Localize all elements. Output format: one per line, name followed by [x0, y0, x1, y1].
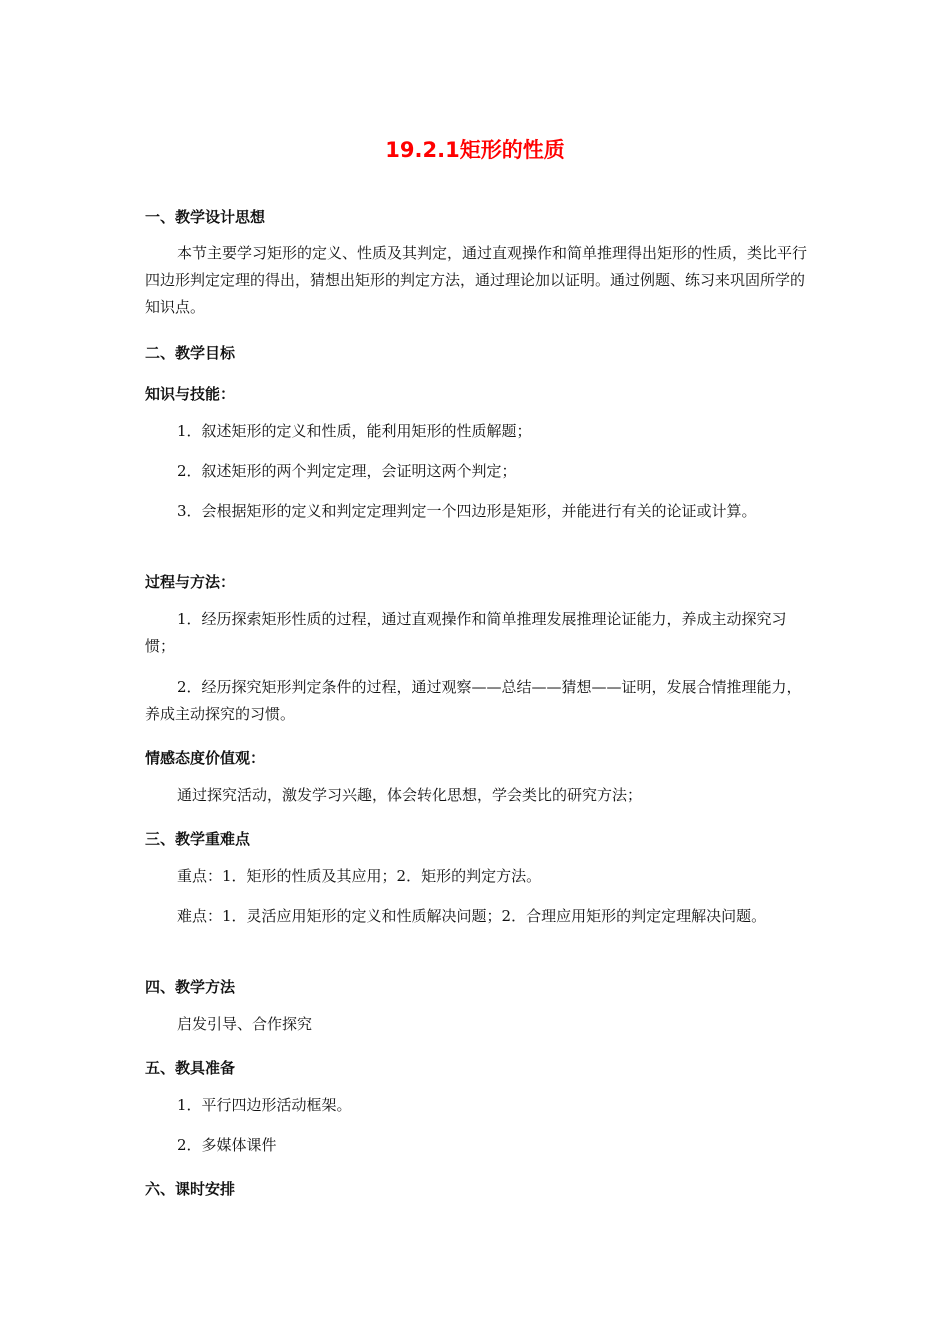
section-heading-goals: 二、教学目标 [145, 344, 236, 362]
paragraph-key: 重点：1．矩形的性质及其应用；2．矩形的判定方法。 [177, 867, 542, 885]
paragraph-emotion: 通过探究活动，激发学习兴趣，体会转化思想，学会类比的研究方法； [177, 786, 643, 804]
paragraph-difficult: 难点：1．灵活应用矩形的定义和性质解决问题；2．合理应用矩形的判定定理解决问题。 [177, 907, 767, 925]
subheading-emotion: 情感态度价值观： [145, 749, 266, 767]
list-item: 2．叙述矩形的两个判定定理，会证明这两个判定； [177, 462, 517, 480]
section-heading-methods: 四、教学方法 [145, 978, 236, 996]
list-item: 1．叙述矩形的定义和性质，能利用矩形的性质解题； [177, 422, 532, 440]
list-item: 2．经历探究矩形判定条件的过程，通过观察——总结——猜想——证明，发展合情推理能力，养成主动探究的习惯。 [145, 678, 802, 723]
section-heading-schedule: 六、课时安排 [145, 1180, 236, 1198]
list-item: 2．多媒体课件 [177, 1136, 277, 1154]
list-item: 3．会根据矩形的定义和判定定理判定一个四边形是矩形，并能进行有关的论证或计算。 [177, 502, 757, 520]
list-item: 1．平行四边形活动框架。 [177, 1096, 352, 1114]
document-title: 19.2.1矩形的性质 [385, 138, 565, 162]
subheading-knowledge: 知识与技能： [145, 385, 236, 403]
section-heading-design: 一、教学设计思想 [145, 208, 266, 226]
list-item: 1．经历探索矩形性质的过程，通过直观操作和简单推理发展推理论证能力，养成主动探究习惯； [145, 610, 787, 655]
paragraph-design: 本节主要学习矩形的定义、性质及其判定，通过直观操作和简单推理得出矩形的性质，类比平行四边形判定定理的得出，猜想出矩形的判定方法，通过理论加以证明。通过例题、练习来巩固所学的知识点。 [145, 244, 808, 316]
section-heading-key-points: 三、教学重难点 [145, 830, 251, 848]
subheading-process: 过程与方法： [145, 573, 236, 591]
section-heading-tools: 五、教具准备 [145, 1059, 236, 1077]
paragraph-methods: 启发引导、合作探究 [177, 1015, 313, 1033]
